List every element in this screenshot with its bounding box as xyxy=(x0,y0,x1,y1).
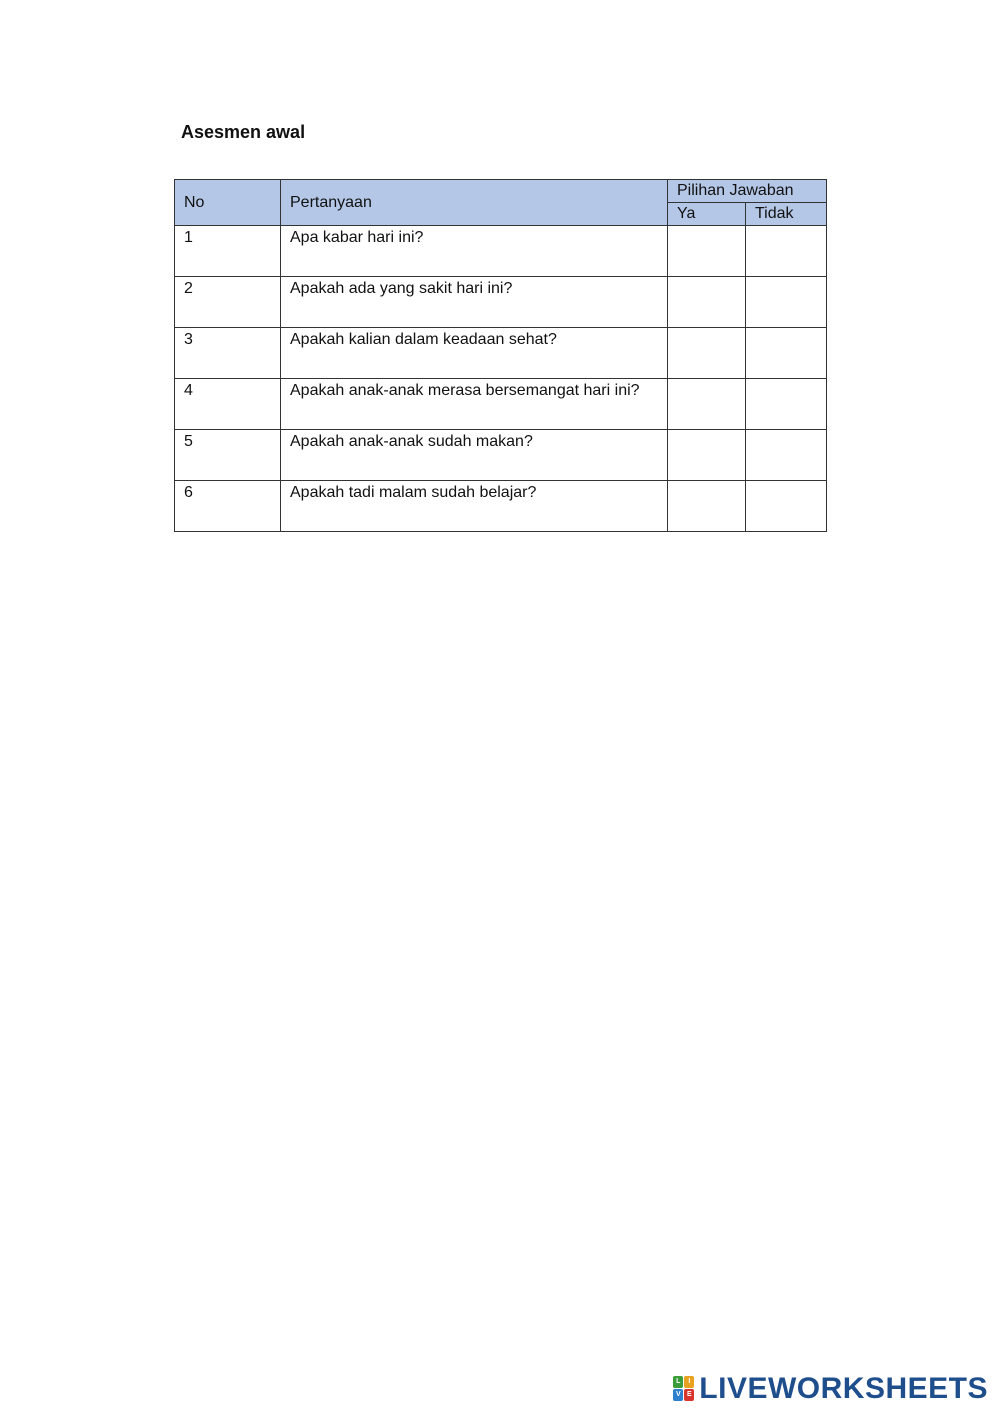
assessment-table xyxy=(174,179,827,532)
row-question: Apakah kalian dalam keadaan sehat? xyxy=(281,328,668,379)
answer-yes-cell[interactable] xyxy=(668,481,746,532)
row-number: 3 xyxy=(175,328,281,379)
answer-yes-cell[interactable] xyxy=(668,226,746,277)
table-row xyxy=(175,379,827,430)
page-title: Asesmen awal xyxy=(181,122,306,142)
answer-no-cell[interactable] xyxy=(746,379,827,430)
liveworksheets-logo xyxy=(673,1372,988,1406)
row-question: Apakah tadi malam sudah belajar? xyxy=(281,481,668,532)
row-number: 1 xyxy=(175,226,281,277)
answer-no-cell[interactable] xyxy=(746,277,827,328)
column-header-no-answer: Tidak xyxy=(746,203,827,226)
row-number: 4 xyxy=(175,379,281,430)
table-row xyxy=(175,328,827,379)
answer-no-cell[interactable] xyxy=(746,430,827,481)
row-number: 6 xyxy=(175,481,281,532)
answer-no-cell[interactable] xyxy=(746,226,827,277)
table-header-row xyxy=(175,180,827,203)
row-number: 5 xyxy=(175,430,281,481)
answer-yes-cell[interactable] xyxy=(668,430,746,481)
column-header-no: No xyxy=(175,180,281,226)
table-row xyxy=(175,226,827,277)
table-row xyxy=(175,277,827,328)
row-question: Apakah anak-anak merasa bersemangat hari ini? xyxy=(281,379,668,430)
row-number: 2 xyxy=(175,277,281,328)
answer-no-cell[interactable] xyxy=(746,328,827,379)
liveworksheets-logo-icon: L I V E xyxy=(673,1376,695,1402)
column-header-question: Pertanyaan xyxy=(281,180,668,226)
column-header-answer-group: Pilihan Jawaban xyxy=(668,180,827,203)
answer-yes-cell[interactable] xyxy=(668,379,746,430)
answer-no-cell[interactable] xyxy=(746,481,827,532)
brand-name: LIVEWORKSHEETS xyxy=(699,1372,988,1405)
row-question: Apakah anak-anak sudah makan? xyxy=(281,430,668,481)
row-question: Apa kabar hari ini? xyxy=(281,226,668,277)
table-row xyxy=(175,430,827,481)
column-header-yes: Ya xyxy=(668,203,746,226)
row-question: Apakah ada yang sakit hari ini? xyxy=(281,277,668,328)
answer-yes-cell[interactable] xyxy=(668,277,746,328)
table-row xyxy=(175,481,827,532)
answer-yes-cell[interactable] xyxy=(668,328,746,379)
